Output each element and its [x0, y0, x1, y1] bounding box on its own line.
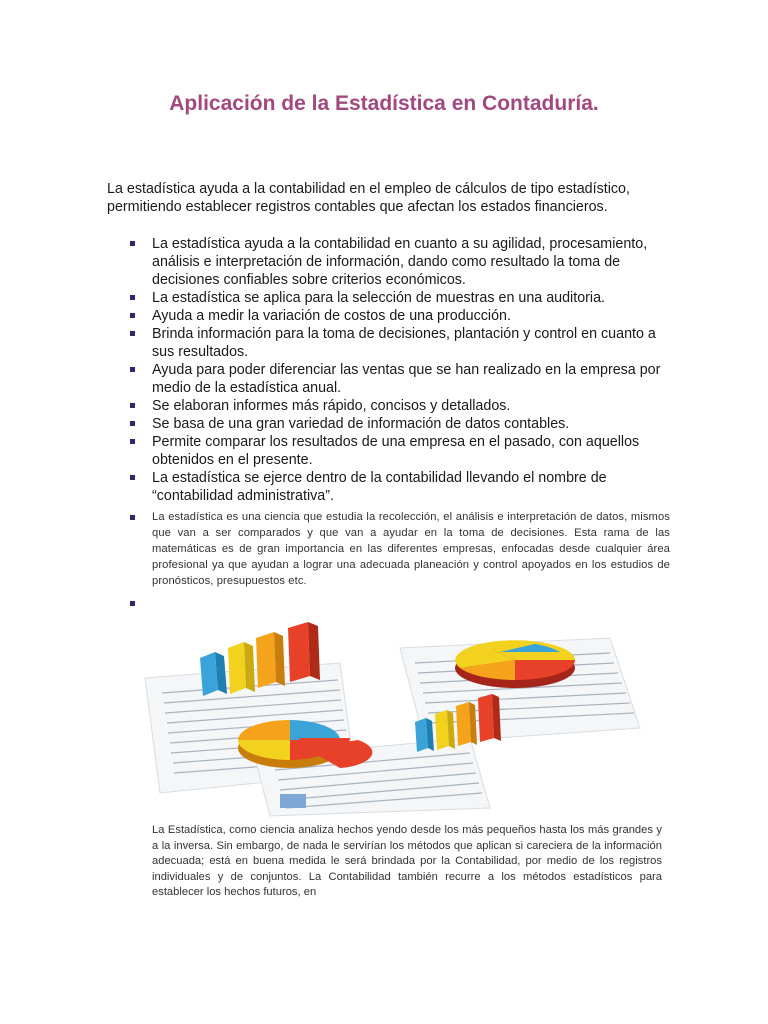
bullet-marker	[130, 295, 135, 300]
bullet-marker	[130, 367, 135, 372]
bullet-marker	[130, 515, 135, 520]
pie-chart-graphic-right	[455, 640, 575, 688]
intro-paragraph: La estadística ayuda a la contabilidad en el empleo de cálculos de tipo estadístico, permitiendo establecer registros contables que afectan los estados financieros.	[107, 181, 630, 215]
list-item: Ayuda para poder diferenciar las ventas que se han realizado en la empresa por medio de la estadística anual.	[130, 361, 670, 397]
list-item: Brinda información para la toma de decisiones, plantación y control en cuanto a sus resultados.	[130, 325, 670, 361]
bullet-marker	[130, 421, 135, 426]
list-item: Se elaboran informes más rápido, concisos y detallados.	[130, 397, 670, 415]
bullet-marker	[130, 475, 135, 480]
closing-paragraph: La Estadística, como ciencia analiza hechos yendo desde los más pequeños hasta los más grandes y a la inversa. Sin embargo, de nada le servirían los métodos que aplican si careciera de la información adecuada; está en buena medida le será brindada por la Contabilidad, por medio de los registros individuales y de conjuntos. La Contabilidad también recurre a los métodos estadísticos para establecer los hechos futuros, en	[152, 824, 662, 899]
bullet-marker	[130, 403, 135, 408]
page-title: Aplicación de la Estadística en Contaduría.	[169, 92, 599, 115]
list-item: Se basa de una gran variedad de información de datos contables.	[130, 415, 670, 433]
list-item: Ayuda a medir la variación de costos de una producción.	[130, 307, 670, 325]
bullet-marker	[130, 241, 135, 246]
list-item: La estadística ayuda a la contabilidad en cuanto a su agilidad, procesamiento, análisis e interpretación de información, dando como resultado la toma de decisiones confiables sobre criterios económicos.	[130, 235, 670, 289]
list-item: La estadística se aplica para la selección de muestras en una auditoria.	[130, 289, 670, 307]
list-item: Permite comparar los resultados de una empresa en el pasado, con aquellos obtenidos en el presente.	[130, 433, 670, 469]
list-item-detail: La estadística es una ciencia que estudia la recolección, el análisis e interpretación de datos, mismos que van a ser comparados y que van a ayudar en la toma de decisiones. Esta rama de las matemáticas es de gran importancia en las diferentes empresas, enfocadas desde cualquier área profesional ya que ayudan a lograr una adecuada planeación y control apoyados en los estudios de pronósticos, presupuestos etc.	[130, 509, 670, 589]
bullet-marker	[130, 601, 135, 606]
bullet-marker	[130, 439, 135, 444]
bullet-marker	[130, 313, 135, 318]
bullet-marker	[130, 331, 135, 336]
bullet-list	[130, 235, 670, 613]
financial-charts-illustration	[140, 608, 685, 818]
list-item: La estadística se ejerce dentro de la contabilidad llevando el nombre de “contabilidad administrativa”.	[130, 469, 670, 505]
